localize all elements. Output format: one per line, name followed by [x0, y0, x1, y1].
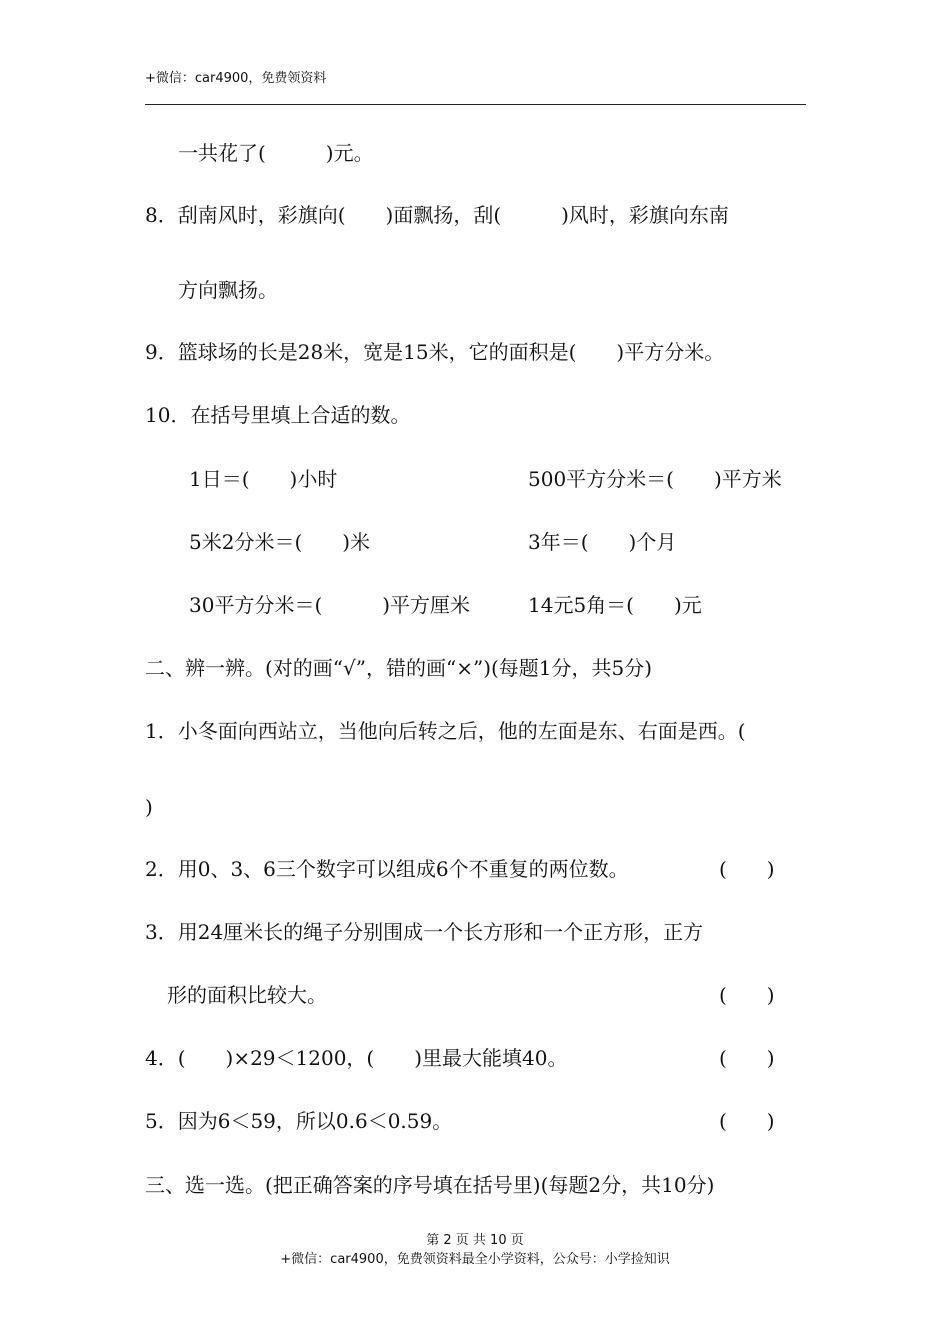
- question-10: 10．在括号里填上合适的数。: [145, 403, 411, 427]
- s2-question-5: 5．因为6＜59，所以0.6＜0.59。: [145, 1109, 453, 1133]
- q10-item-1: 1日＝( )小时: [189, 467, 338, 491]
- s2-question-4: 4．( )×29＜1200，( )里最大能填40。: [145, 1046, 568, 1070]
- q10-item-2: 500平方分米＝( )平方米: [528, 467, 782, 491]
- footer-note: +微信：car4900，免费领资料最全小学资料，公众号：小学捡知识: [280, 1252, 670, 1267]
- answer-paren-5: ( ): [719, 1109, 775, 1133]
- header-rule: [145, 104, 806, 105]
- s2-question-1-line-1: 1．小冬面向西站立，当他向后转之后，他的左面是东、右面是西。(: [145, 719, 746, 743]
- question-9: 9．篮球场的长是28米，宽是15米，它的面积是( )平方分米。: [145, 340, 725, 364]
- q10-item-4: 3年＝( )个月: [528, 530, 677, 554]
- answer-paren-2: ( ): [719, 857, 775, 881]
- s2-question-1-line-2: ): [145, 795, 153, 819]
- section-2-title: 二、辨一辨。(对的画“√”，错的画“×”)(每题1分，共5分): [145, 656, 653, 680]
- q10-item-3: 5米2分米＝( )米: [189, 530, 371, 554]
- s2-question-3-line-2: 形的面积比较大。: [167, 983, 327, 1007]
- s2-question-2: 2．用0、3、6三个数字可以组成6个不重复的两位数。: [145, 857, 629, 881]
- q10-item-5: 30平方分米＝( )平方厘米: [189, 593, 471, 617]
- s2-question-3-line-1: 3．用24厘米长的绳子分别围成一个长方形和一个正方形，正方: [145, 920, 704, 944]
- answer-paren-4: ( ): [719, 1046, 775, 1070]
- question-7-continuation: 一共花了( )元。: [178, 141, 374, 165]
- section-3-title: 三、选一选。(把正确答案的序号填在括号里)(每题2分，共10分): [145, 1173, 715, 1197]
- q10-item-6: 14元5角＝( )元: [528, 593, 702, 617]
- question-8-line-2: 方向飘扬。: [178, 278, 278, 302]
- page-number: 第 2 页 共 10 页: [426, 1233, 524, 1248]
- answer-paren-3: ( ): [719, 983, 775, 1007]
- question-8-line-1: 8．刮南风时，彩旗向( )面飘扬，刮( )风时，彩旗向东南: [145, 203, 729, 227]
- page-header: +微信：car4900，免费领资料: [145, 71, 327, 86]
